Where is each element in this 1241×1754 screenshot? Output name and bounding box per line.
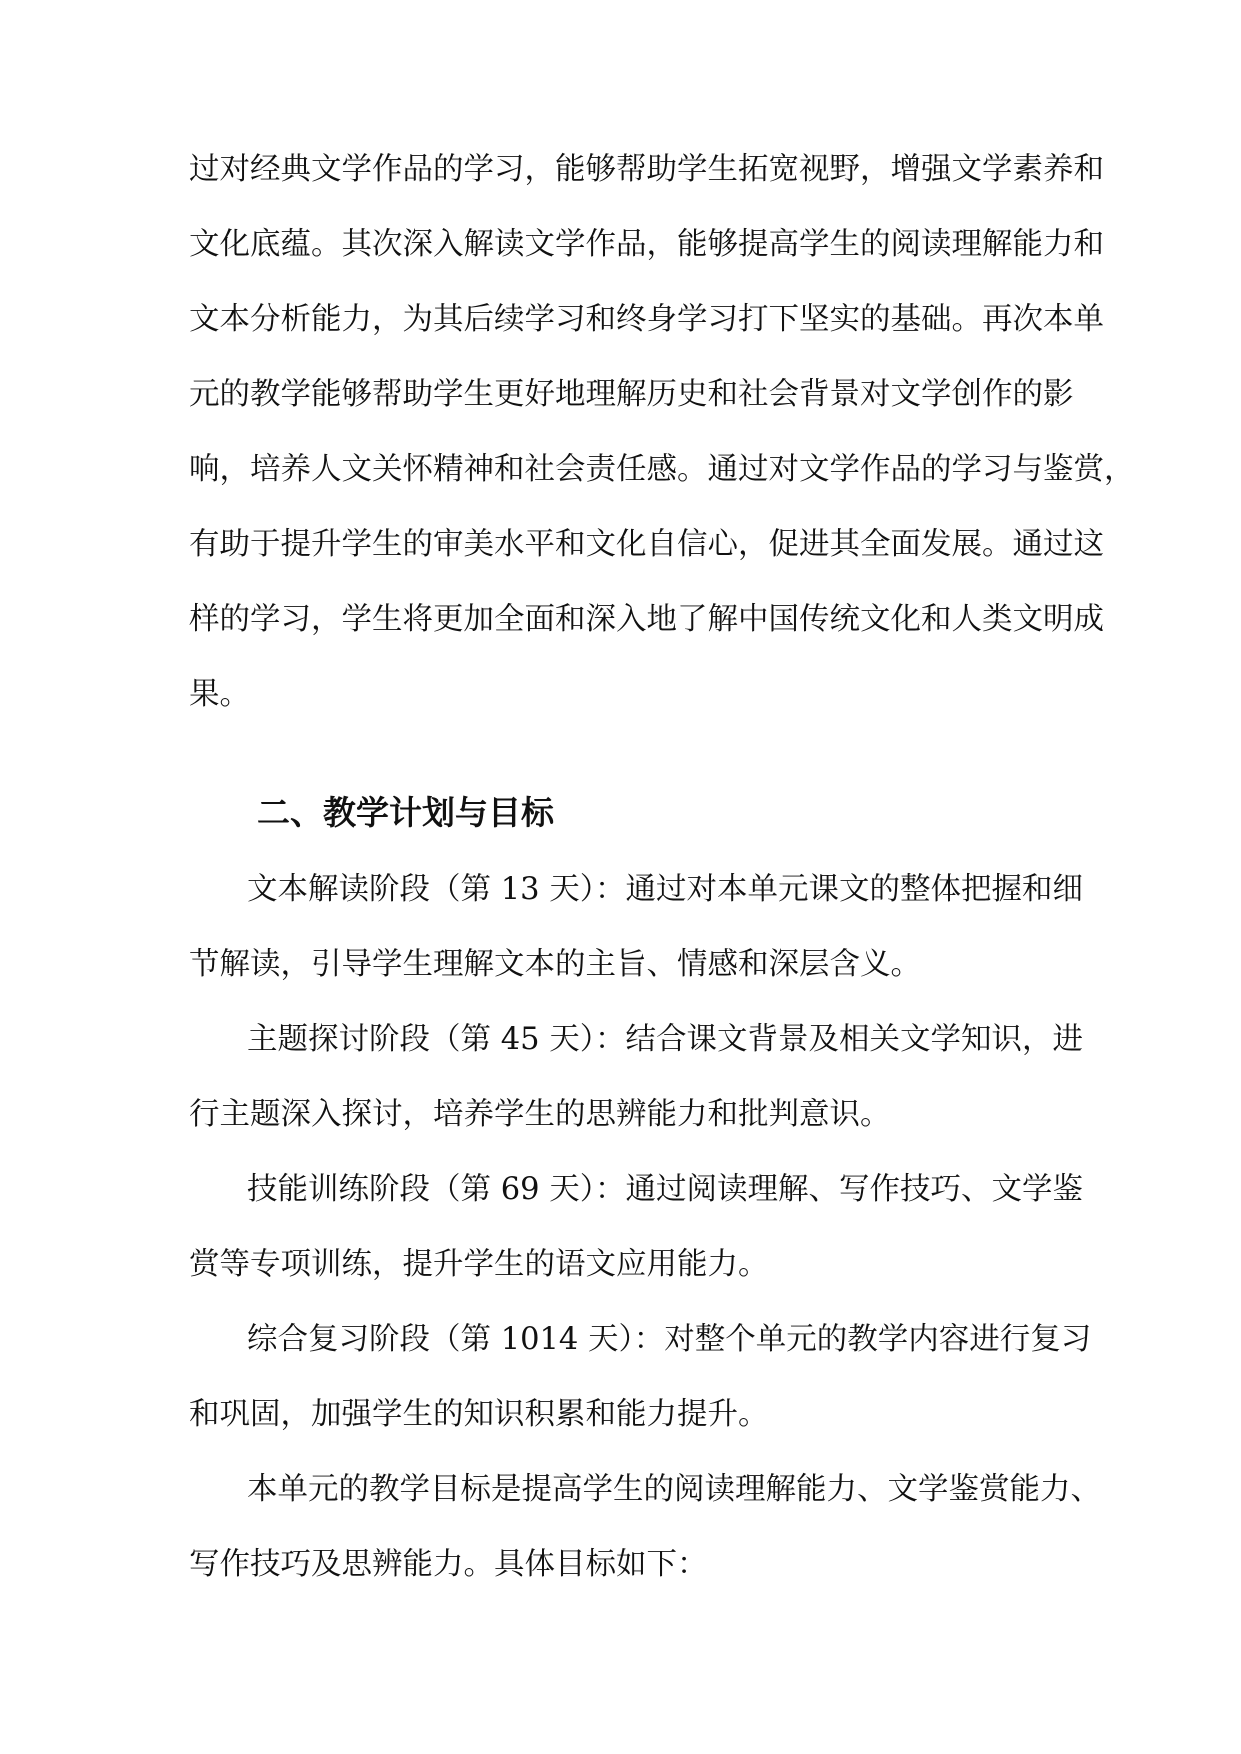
stage-line: 赏等专项训练，提升学生的语文应用能力。 (189, 1247, 769, 1282)
paragraph-line: 元的教学能够帮助学生更好地理解历史和社会背景对文学创作的影 (189, 377, 1074, 412)
section-heading: 二、教学计划与目标 (257, 793, 554, 832)
stage-line: 技能训练阶段（第 69 天）：通过阅读理解、写作技巧、文学鉴 (247, 1172, 1083, 1207)
stage-line: 行主题深入探讨，培养学生的思辨能力和批判意识。 (189, 1097, 891, 1132)
paragraph-line: 文化底蕴。其次深入解读文学作品，能够提高学生的阅读理解能力和 (189, 227, 1104, 262)
paragraph-line: 过对经典文学作品的学习，能够帮助学生拓宽视野，增强文学素养和 (189, 152, 1104, 187)
objectives-line: 本单元的教学目标是提高学生的阅读理解能力、文学鉴赏能力、 (247, 1472, 1101, 1507)
stage-line: 文本解读阶段（第 13 天）：通过对本单元课文的整体把握和细 (247, 872, 1083, 907)
paragraph-line: 响，培养人文关怀精神和社会责任感。通过对文学作品的学习与鉴赏， (189, 452, 1135, 487)
paragraph-line: 样的学习，学生将更加全面和深入地了解中国传统文化和人类文明成 (189, 602, 1104, 637)
paragraph-line: 果。 (189, 677, 250, 712)
stage-line: 主题探讨阶段（第 45 天）：结合课文背景及相关文学知识，进 (247, 1022, 1083, 1057)
stage-line: 节解读，引导学生理解文本的主旨、情感和深层含义。 (189, 947, 921, 982)
stage-line: 综合复习阶段（第 1014 天）：对整个单元的教学内容进行复习 (247, 1322, 1092, 1357)
paragraph-line: 文本分析能力，为其后续学习和终身学习打下坚实的基础。再次本单 (189, 302, 1104, 337)
objectives-line: 写作技巧及思辨能力。具体目标如下： (189, 1547, 708, 1582)
paragraph-line: 有助于提升学生的审美水平和文化自信心，促进其全面发展。通过这 (189, 527, 1104, 562)
stage-line: 和巩固，加强学生的知识积累和能力提升。 (189, 1397, 769, 1432)
